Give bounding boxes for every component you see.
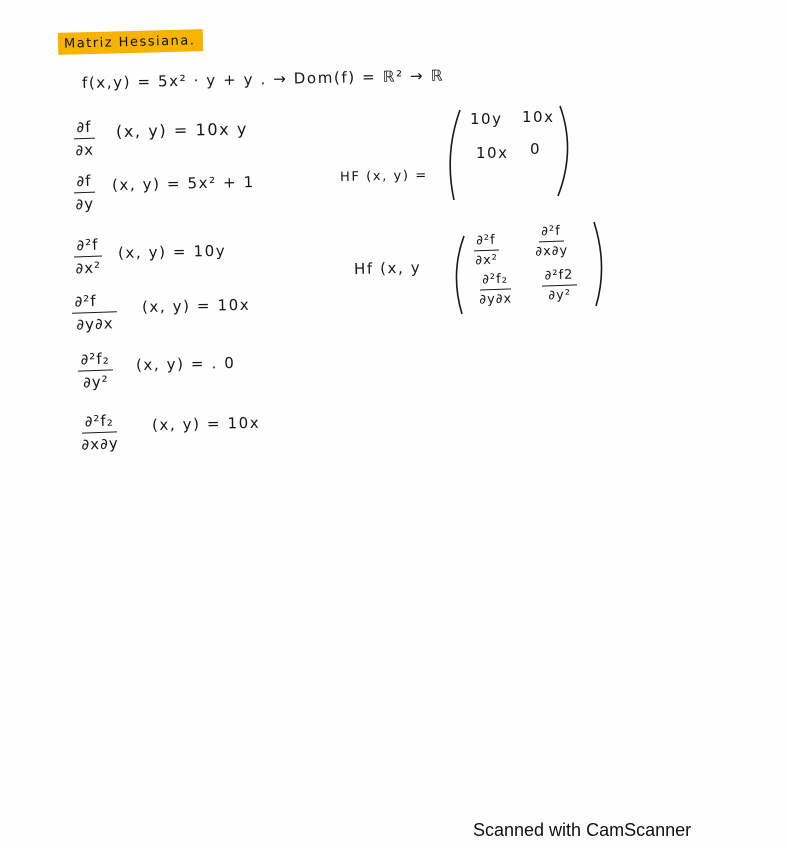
derivative-5-fraction (77, 349, 113, 391)
derivative-5-rhs: (x, y) = . 0 (135, 353, 236, 374)
derivative-5-numerator: ∂²f₂ (77, 349, 113, 371)
derivative-1-denominator: ∂x (75, 140, 95, 160)
page-title: Matriz Hessiana. (58, 29, 204, 55)
derivative-6-fraction (77, 411, 122, 453)
hessian-symbolic-m21 (475, 271, 515, 307)
derivative-1-rhs: (x, y) = 10x y (115, 119, 249, 141)
derivative-2-rhs: (x, y) = 5x² + 1 (111, 173, 255, 194)
hessian-symbolic-m22-den: ∂y² (548, 287, 572, 304)
hessian-symbolic-m21-num: ∂²f₂ (479, 271, 511, 290)
derivative-3-rhs: (x, y) = 10y (117, 241, 227, 262)
hessian-symbolic-label: Hf (x, y (353, 258, 422, 278)
derivative-6-rhs: (x, y) = 10x (151, 413, 261, 434)
function-definition: f(x,y) = 5x² · y + y . → Dom(f) = ℝ² → ℝ (81, 66, 445, 92)
hessian-symbolic-m21-den: ∂y∂x (479, 291, 513, 308)
derivative-1-fraction (71, 118, 97, 160)
derivative-2-numerator: ∂f (73, 172, 95, 194)
derivative-1-numerator: ∂f (73, 118, 95, 140)
hessian-symbolic-m22 (541, 267, 577, 303)
hessian-values-m22: 0 (530, 140, 542, 158)
derivative-2-denominator: ∂y (75, 194, 95, 214)
hessian-symbolic-m12 (531, 223, 571, 259)
hessian-symbolic-m11-den: ∂x² (475, 252, 499, 269)
hessian-values-m11: 10y (470, 110, 503, 128)
derivative-4-denominator: ∂y∂x (75, 314, 114, 334)
hessian-symbolic-m22-num: ∂²f2 (541, 267, 576, 286)
derivative-6-denominator: ∂x∂y (81, 434, 119, 454)
derivative-5-denominator: ∂y² (82, 372, 110, 392)
derivative-2-fraction (71, 172, 97, 214)
derivative-3-fraction (71, 235, 104, 277)
hessian-values-m21: 10x (476, 144, 509, 162)
derivative-3-numerator: ∂²f (73, 236, 102, 258)
derivative-3-denominator: ∂x² (75, 258, 102, 278)
hessian-symbolic-m12-num: ∂²f (538, 224, 564, 243)
derivative-4-numerator: ∂²f (71, 291, 117, 314)
hessian-values-m12: 10x (522, 108, 555, 126)
scanner-watermark: Scanned with CamScanner (473, 820, 692, 840)
hessian-values-brackets (440, 104, 580, 204)
hessian-symbolic-m11-num: ∂²f (473, 233, 499, 252)
hessian-symbolic-m11 (471, 233, 501, 269)
hessian-values-label: HF (x, y) = (339, 168, 428, 185)
derivative-4-fraction (71, 291, 117, 334)
derivative-6-numerator: ∂²f₂ (81, 411, 117, 433)
derivative-4-rhs: (x, y) = 10x (141, 295, 251, 316)
hessian-symbolic-m12-den: ∂x∂y (535, 243, 569, 260)
